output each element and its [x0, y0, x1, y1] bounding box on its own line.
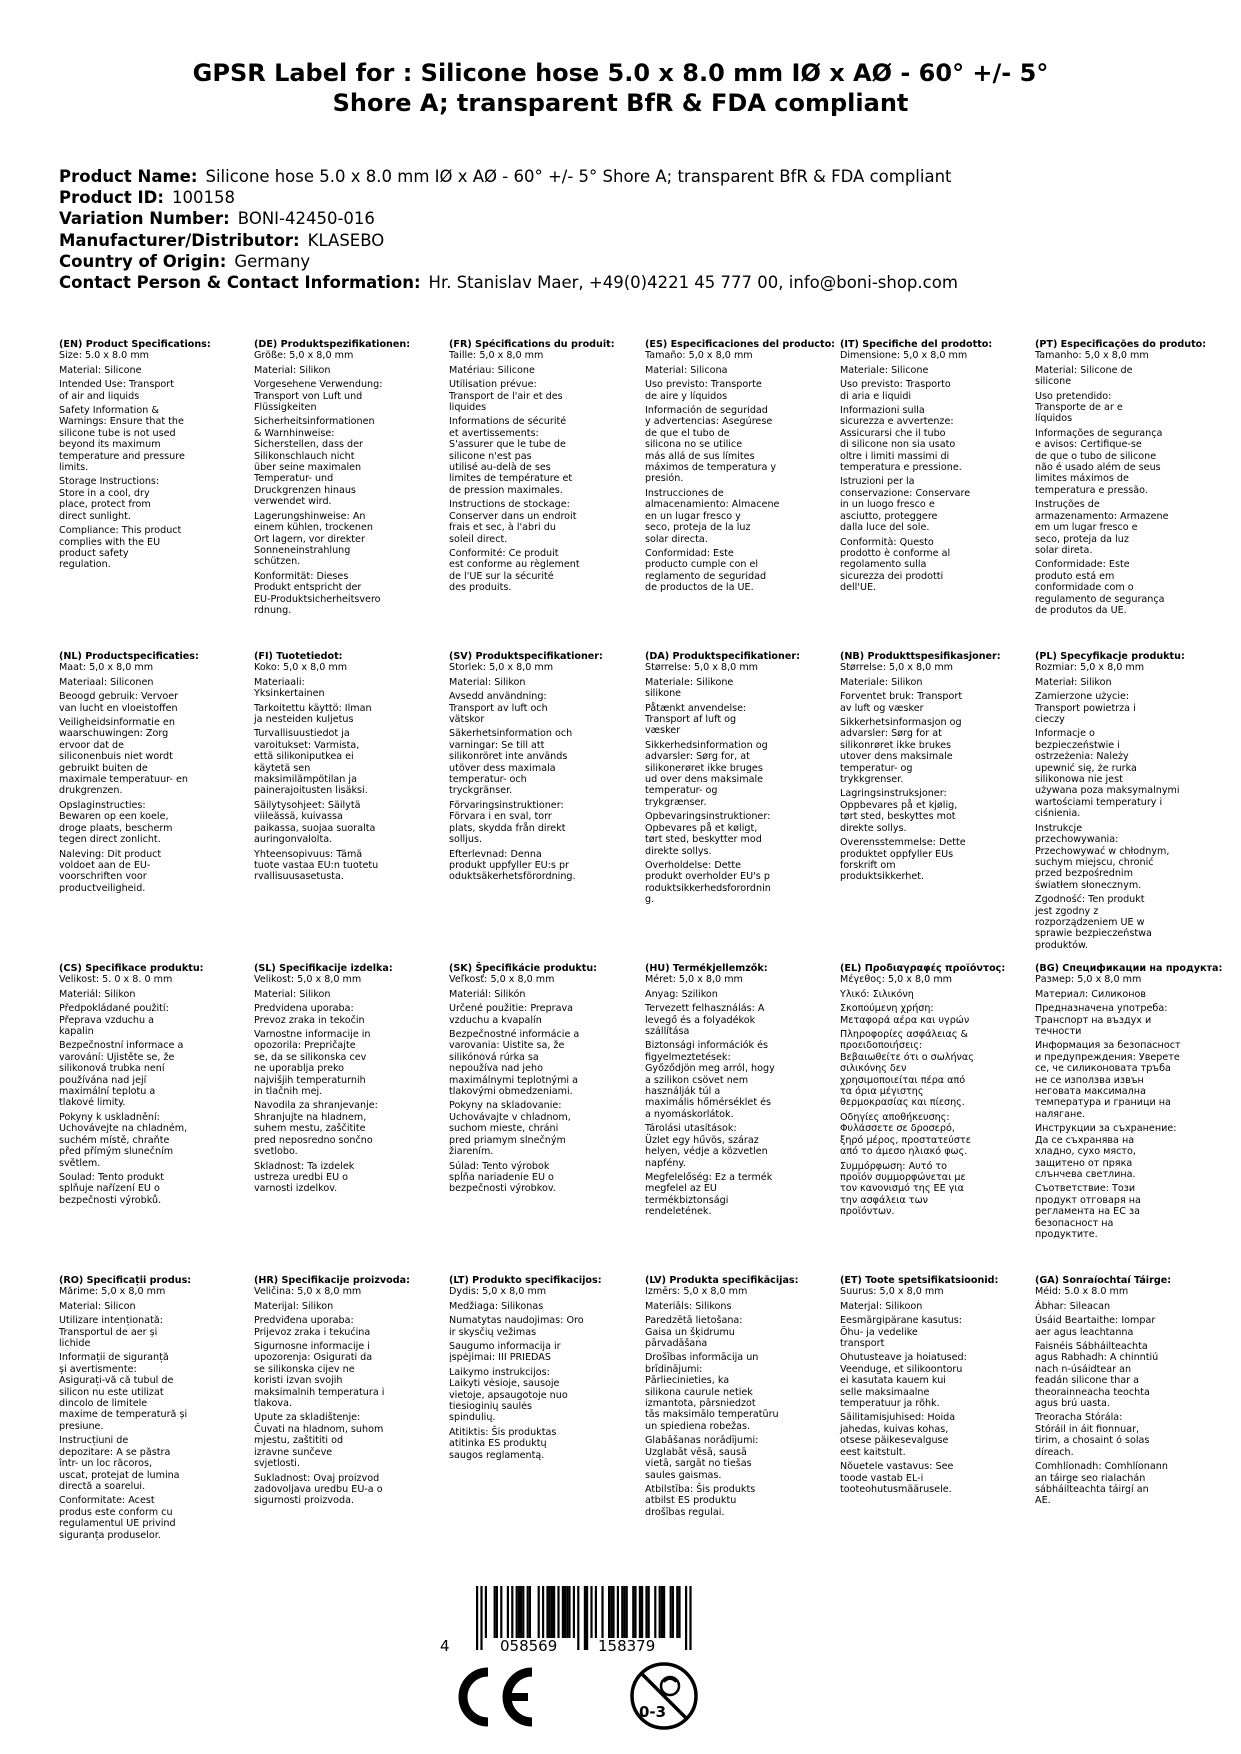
barcode-bar — [645, 1586, 647, 1638]
spec-paragraph: Varnostne informacije in opozorila: Prepričajte se, da se silikonska cev ne uporablja preko najvišjih temperaturnih in tlačnih mej. — [254, 1029, 371, 1098]
spec-paragraph: Eesmärgipärane kasutus: Õhu- ja vedelike transport — [840, 1315, 962, 1350]
spec-paragraph: Συμμόρφωση: Αυτό το προϊόν συμμορφώνεται με τον κανονισμό της ΕΕ για την ασφάλεια των προϊόντων. — [840, 1160, 966, 1218]
spec-paragraph: Mărime: 5,0 x 8,0 mm — [59, 1286, 166, 1298]
spec-paragraph: Información de seguridad y advertencias: Asegúrese de que el tubo de silicona no se utilice más allá de sus límites máximos de temperatura y presión. — [645, 405, 777, 485]
barcode-bar — [522, 1586, 524, 1638]
barcode-bar — [566, 1586, 568, 1638]
barcode-bar — [654, 1586, 656, 1638]
info-value: 100158 — [171, 188, 235, 208]
barcode-bar — [612, 1586, 614, 1638]
spec-block — [840, 963, 1030, 1221]
spec-paragraph: Izmērs: 5,0 x 8,0 mm — [645, 1286, 748, 1298]
spec-heading: (DA) Produktspecifikationer: — [645, 651, 800, 662]
barcode-group-right: 158379 — [598, 1637, 656, 1655]
spec-paragraph: Информация за безопасност и предупреждения: Уверете се, че силиконовата тръба не се използва извън неговата максимална температура и граници на налягане. — [1035, 1040, 1181, 1120]
spec-heading: (NL) Productspecificaties: — [59, 651, 199, 662]
info-value: BONI-42450-016 — [237, 209, 375, 229]
spec-heading: (FR) Spécifications du produit: — [449, 339, 615, 350]
barcode-bar — [601, 1586, 603, 1638]
spec-paragraph: Materiaali: Yksinkertainen — [254, 676, 325, 700]
spec-paragraph: Dydis: 5,0 x 8,0 mm — [449, 1286, 547, 1298]
spec-paragraph: Sukladnost: Ovaj proizvod zadovoljava uredbu EU-a o sigurnosti proizvoda. — [254, 1472, 383, 1507]
spec-paragraph: Uso previsto: Transporte de aire y líquidos — [645, 379, 762, 402]
spec-paragraph: Avsedd användning: Transport av luft och vätskor — [449, 691, 548, 726]
spec-block — [449, 1275, 639, 1464]
spec-paragraph: Material: Silikon — [254, 364, 331, 376]
barcode-bar — [632, 1586, 634, 1638]
info-label: Contact Person & Contact Information: — [59, 273, 421, 293]
barcode-bar — [527, 1586, 529, 1638]
spec-heading: (CS) Specifikace produktu: — [59, 963, 204, 974]
info-row — [59, 230, 1199, 251]
info-value: Hr. Stanislav Maer, +49(0)4221 45 777 00, info@boni-shop.com — [428, 273, 958, 293]
info-row — [59, 187, 1199, 208]
spec-paragraph: Drošības informācija un brīdinājumi: Pārliecinieties, ka silikona caurule netiek izmantota, pārsniedzot tās maksimālo temperatūru un spiediena robežas. — [645, 1352, 779, 1432]
spec-paragraph: Размер: 5,0 x 8,0 mm — [1035, 974, 1142, 986]
spec-paragraph: Materiale: Silicone — [840, 364, 929, 376]
spec-paragraph: Atitiktis: Šis produktas atitinka ES produktų saugos reglamentą. — [449, 1426, 557, 1461]
spec-paragraph: Material: Silicon — [59, 1300, 136, 1312]
barcode-bar — [496, 1586, 498, 1638]
spec-paragraph: Υλικό: Σιλικόνη — [840, 988, 914, 1000]
spec-paragraph: Medžiaga: Silikonas — [449, 1300, 544, 1312]
barcode-bar — [663, 1586, 665, 1638]
spec-paragraph: Tamanho: 5,0 x 8,0 mm — [1035, 350, 1149, 362]
spec-paragraph: Ábhar: Sileacan — [1035, 1300, 1111, 1312]
page-title — [100, 58, 1141, 118]
spec-paragraph: Sikkerhedsinformation og advarsler: Sørg for, at silikonerøret ikke bruges ud over dens maksimale temperatur- og trykgrænser. — [645, 739, 768, 808]
barcode-bar — [672, 1586, 674, 1638]
info-row — [59, 208, 1199, 229]
spec-heading: (PT) Especificações do produto: — [1035, 339, 1207, 350]
spec-paragraph: Velikost: 5. 0 x 8. 0 mm — [59, 974, 173, 986]
barcode-bar — [626, 1586, 628, 1638]
spec-paragraph: Dimensione: 5,0 x 8,0 mm — [840, 350, 968, 362]
spec-paragraph: Anyag: Szilikon — [645, 988, 718, 1000]
spec-paragraph: Navodila za shranjevanje: Shranjujte na hladnem, suhem mestu, zaščitite pred neposredno sončno svetlobo. — [254, 1100, 378, 1158]
spec-paragraph: Informations de sécurité et avertissements: S'assurer que le tube de silicone n'est pas utilisé au-delà de ses limites de température et de pression maximales. — [449, 416, 573, 496]
spec-paragraph: Rozmiar: 5,0 x 8,0 mm — [1035, 662, 1145, 674]
barcode-bar — [562, 1586, 564, 1638]
spec-paragraph: Sikkerhetsinformasjon og advarsler: Sørg for at silikonrøret ikke brukes utover dens maksimale temperatur- og trykkgrenser. — [840, 717, 962, 786]
spec-paragraph: Säkerhetsinformation och varningar: Se till att silikonröret inte används utöver dess maximala temperatur- och tryckgränser. — [449, 728, 573, 797]
barcode-bar — [590, 1586, 592, 1638]
barcode-bar — [617, 1586, 619, 1638]
spec-paragraph: Konformität: Dieses Produkt entspricht der EU-Produktsicherheitsvero rdnung. — [254, 570, 381, 616]
spec-heading: (GA) Sonraíochtaí Táirge: — [1035, 1275, 1172, 1286]
spec-heading: (PL) Specyfikacje produktu: — [1035, 651, 1185, 662]
spec-paragraph: Größe: 5,0 x 8,0 mm — [254, 350, 354, 362]
title-line-2: Shore A; transparent BfR & FDA compliant — [332, 89, 909, 117]
spec-block — [449, 651, 639, 886]
spec-paragraph: Úsáid Beartaithe: Iompar aer agus leachtanna — [1035, 1315, 1156, 1338]
spec-paragraph: Uso previsto: Trasporto di aria e liquidi — [840, 379, 951, 402]
spec-paragraph: Предназначена употреба: Транспорт на въздух и течности — [1035, 1003, 1168, 1038]
barcode-bar — [573, 1586, 575, 1638]
spec-paragraph: Veličina: 5,0 x 8,0 mm — [254, 1286, 362, 1298]
spec-paragraph: Förvaringsinstruktioner: Förvara i en sval, torr plats, skydda från direkt solljus. — [449, 799, 566, 846]
spec-band — [59, 1275, 1209, 1587]
spec-paragraph: Материал: Силиконов — [1035, 988, 1147, 1000]
spec-paragraph: Skladnost: Ta izdelek ustreza uredbi EU o varnosti izdelkov. — [254, 1160, 355, 1195]
spec-paragraph: Materiaal: Siliconen — [59, 676, 154, 688]
barcode-bar — [676, 1586, 678, 1638]
spec-paragraph: Bezpečnostní informace a varování: Ujistěte se, že silikonová trubka není používána nad její maximální teplotu a tlakové limity. — [59, 1040, 184, 1109]
barcode-bar — [586, 1586, 588, 1650]
spec-paragraph: Zgodność: Ten produkt jest zgodny z rozporządzeniem UE w sprawie bezpieczeństwa produktów. — [1035, 894, 1152, 951]
barcode-bar — [546, 1586, 548, 1638]
spec-block — [254, 339, 444, 619]
spec-heading: (EN) Product Specifications: — [59, 339, 211, 350]
spec-paragraph: Storlek: 5,0 x 8,0 mm — [449, 662, 554, 674]
age-warning-icon — [628, 1660, 700, 1732]
spec-paragraph: Určené použitie: Preprava vzduchu a kvapalín — [449, 1003, 574, 1026]
barcode-bar — [529, 1586, 531, 1638]
spec-paragraph: Maat: 5,0 x 8,0 mm — [59, 662, 154, 674]
info-row — [59, 272, 1199, 293]
spec-paragraph: Matériau: Silicone — [449, 364, 535, 376]
spec-paragraph: Méid: 5.0 x 8.0 mm — [1035, 1286, 1129, 1298]
spec-paragraph: Overensstemmelse: Dette produktet oppfyller EUs forskrift om produktsikkerhet. — [840, 837, 966, 883]
spec-paragraph: Opbevaringsinstruktioner: Opbevares på et køligt, tørt sted, beskytter mod direkte sollys. — [645, 811, 771, 857]
barcode-bar — [549, 1586, 551, 1638]
spec-paragraph: Material: Silicone — [59, 364, 142, 376]
spec-paragraph: Lagringsinstruksjoner: Oppbevares på et kjølig, tørt sted, beskyttes mot direkte sollys. — [840, 788, 958, 834]
spec-paragraph: Biztonsági információk és figyelmeztetések: Győződjön meg arról, hogy a szilikon csövet nem használják túl a maximális hőmérséklet és a nyomáskorlátok. — [645, 1040, 775, 1120]
info-label: Product ID: — [59, 188, 164, 208]
spec-paragraph: Velikost: 5,0 x 8,0 mm — [254, 974, 362, 986]
spec-paragraph: Megfelelőség: Ez a termék megfelel az EU termékbiztonsági rendeletének. — [645, 1171, 773, 1218]
spec-paragraph: Materiál: Silikón — [449, 988, 526, 1000]
spec-paragraph: Vorgesehene Verwendung: Transport von Luft und Flüssigkeiten — [254, 379, 383, 414]
info-value: Silicone hose 5.0 x 8.0 mm IØ x AØ - 60° +/- 5° Shore A; transparent BfR & FDA compliant — [205, 167, 952, 186]
barcode-bar — [494, 1586, 496, 1638]
barcode-group-left: 058569 — [500, 1637, 558, 1655]
spec-paragraph: Säilytysohjeet: Säilytä viileässä, kuivassa paikassa, suojaa suoralta auringonvalolta. — [254, 799, 376, 846]
spec-paragraph: Taille: 5,0 x 8,0 mm — [449, 350, 544, 362]
barcode-bar — [507, 1586, 509, 1638]
spec-block — [1035, 1275, 1225, 1510]
barcode-bar — [685, 1586, 687, 1650]
info-row — [59, 251, 1199, 272]
spec-paragraph: Méret: 5,0 x 8,0 mm — [645, 974, 743, 986]
spec-block — [1035, 963, 1225, 1243]
spec-block — [254, 651, 444, 886]
info-value: KLASEBO — [307, 230, 385, 250]
spec-paragraph: Conformità: Questo prodotto è conforme al regolamento sulla sicurezza dei prodotti dell'UE. — [840, 536, 951, 594]
spec-paragraph: Materiāls: Silikons — [645, 1300, 732, 1312]
spec-paragraph: Upute za skladištenje: Čuvati na hladnom, suhom mjestu, zaštititi od izravne sunčeve svjetlosti. — [254, 1412, 384, 1470]
spec-heading: (EL) Προδιαγραφές προϊόντος: — [840, 963, 1006, 974]
spec-paragraph: Comhlíonadh: Comhlíonann an táirge seo rialachán sábháilteachta táirgí an AE. — [1035, 1461, 1168, 1507]
spec-paragraph: Conformité: Ce produit est conforme au règlement de l'UE sur la sécurité des produits. — [449, 547, 580, 594]
info-label: Manufacturer/Distributor: — [59, 230, 300, 250]
spec-block — [1035, 651, 1225, 954]
spec-heading: (HR) Specifikacije proizvoda: — [254, 1275, 410, 1286]
spec-band — [59, 963, 1223, 1275]
spec-paragraph: Predvidena uporaba: Prevoz zraka in tekočin — [254, 1003, 365, 1026]
spec-heading: (LT) Produkto specifikacijos: — [449, 1275, 602, 1286]
spec-block — [645, 651, 835, 909]
barcode-bar — [551, 1586, 553, 1638]
spec-paragraph: Numatytas naudojimas: Oro ir skysčių vežimas — [449, 1315, 584, 1338]
spec-paragraph: Veiligheidsinformatie en waarschuwingen: Zorg ervoor dat de siliconenbuis niet wordt gebruikt buiten de maximale temperatuur- en drukgrenzen. — [59, 717, 188, 797]
spec-heading: (SL) Specifikacije izdelka: — [254, 963, 393, 974]
barcode-bar — [648, 1586, 650, 1638]
barcode-bar — [595, 1586, 597, 1638]
spec-paragraph: Instrukcje przechowywania: Przechowywać w chłodnym, suchym miejscu, chronić przed bezpośrednim światłem słonecznym. — [1035, 822, 1170, 891]
spec-paragraph: Informazioni sulla sicurezza e avvertenze: Assicurarsi che il tubo di silicone non sia usato oltre i limiti massimi di temperatura e pressione. — [840, 405, 962, 474]
spec-paragraph: Sigurnosne informacije i upozorenja: Osigurati da se silikonska cijev ne koristi izvan svojih maksimalnih temperatura i tlakova. — [254, 1341, 385, 1410]
spec-block — [449, 963, 639, 1198]
spec-paragraph: Beoogd gebruik: Vervoer van lucht en vloeistoffen — [59, 691, 179, 714]
spec-heading: (IT) Specifiche del prodotto: — [840, 339, 993, 350]
spec-paragraph: Naleving: Dit product voldoet aan de EU- voorschriften voor productveiligheid. — [59, 848, 162, 894]
spec-paragraph: Laikymo instrukcijos: Laikyti vėsioje, sausoje vietoje, apsaugotoje nuo tiesioginių saulės spindulių. — [449, 1366, 568, 1424]
spec-paragraph: Instrucciones de almacenamiento: Almacene en un lugar fresco y seco, proteja de la luz solar directa. — [645, 487, 780, 545]
spec-paragraph: Yhteensopivuus: Tämä tuote vastaa EU:n tuotetu rvallisuusasetusta. — [254, 848, 379, 883]
spec-block — [59, 1275, 249, 1544]
spec-paragraph: Съответствие: Този продукт отговаря на регламента на ЕС за безопасност на продуктите. — [1035, 1183, 1141, 1240]
spec-paragraph: Tárolási utasítások: Üzlet egy hűvös, száraz helyen, védje a közvetlen napfény. — [645, 1123, 768, 1169]
spec-paragraph: Veľkosť: 5,0 x 8,0 mm — [449, 974, 555, 986]
barcode-bar — [500, 1586, 502, 1638]
spec-paragraph: Materijal: Silikon — [254, 1300, 334, 1312]
spec-paragraph: Ohutusteave ja hoiatused: Veenduge, et silikoontoru ei kasutata kauem kui selle maksimaalne temperatuur ja rõhk. — [840, 1352, 967, 1410]
spec-block — [59, 651, 249, 897]
spec-paragraph: Tamaño: 5,0 x 8,0 mm — [645, 350, 753, 362]
spec-paragraph: Informații de siguranță și avertismente: Asigurați-vă că tubul de silicon nu este utilizat dincolo de limitele maxime de temperatură și presiune. — [59, 1352, 188, 1432]
barcode-bar — [538, 1586, 540, 1638]
info-label: Country of Origin: — [59, 251, 227, 271]
spec-paragraph: Súlad: Tento výrobok spĺňa nariadenie EU o bezpečnosti výrobkov. — [449, 1160, 556, 1195]
spec-block — [59, 339, 249, 574]
spec-paragraph: Påtænkt anvendelse: Transport af luft og væsker — [645, 702, 747, 737]
spec-paragraph: Istruzioni per la conservazione: Conservare in un luogo fresco e asciutto, proteggere dalla luce del sole. — [840, 476, 971, 534]
spec-block — [449, 339, 639, 597]
spec-paragraph: Forventet bruk: Transport av luft og væsker — [840, 691, 963, 714]
title-line-1: GPSR Label for : Silicone hose 5.0 x 8.0 mm IØ x AØ - 60° +/- 5° — [192, 59, 1049, 87]
spec-paragraph: Utilizare intenționată: Transportul de aer și lichide — [59, 1315, 163, 1350]
barcode-bar — [678, 1586, 680, 1638]
spec-paragraph: Σκοπούμενη χρήση: Μεταφορά αέρα και υγρών — [840, 1003, 970, 1026]
spec-paragraph: Predviđena uporaba: Prijevoz zraka i tekućina — [254, 1315, 371, 1338]
spec-block — [59, 963, 249, 1209]
spec-paragraph: Compliance: This product complies with the EU product safety regulation. — [59, 525, 182, 571]
spec-paragraph: Size: 5.0 x 8.0 mm — [59, 350, 150, 362]
barcode-bar — [641, 1586, 643, 1638]
spec-paragraph: Turvallisuustiedot ja varoitukset: Varmista, että silikoniputkea ei käytetä sen maksimilämpötilan ja painerajoitusten lisäksi. — [254, 728, 368, 797]
spec-paragraph: Faisnéis Sábháilteachta agus Rabhadh: A chinntiú nach n-úsáidtear an feadán silicone thar a theorainneacha teochta agus brú uasta. — [1035, 1341, 1159, 1410]
spec-paragraph: Material: Silicona — [645, 364, 728, 376]
spec-heading: (DE) Produktspezifikationen: — [254, 339, 411, 350]
spec-block — [1035, 339, 1225, 619]
spec-block — [645, 339, 835, 597]
barcode-bar — [564, 1586, 566, 1638]
barcode-bar — [608, 1586, 610, 1638]
spec-paragraph: Størrelse: 5,0 x 8,0 mm — [645, 662, 759, 674]
spec-paragraph: Μέγεθος: 5,0 x 8,0 mm — [840, 974, 953, 986]
info-label: Variation Number: — [59, 209, 230, 229]
spec-block — [645, 963, 835, 1221]
spec-paragraph: Informacje o bezpieczeństwie i ostrzeżenia: Należy upewnić się, że rurka silikonowa nie jest używana poza maksymalnymi wartościami temperatury i ciśnienia. — [1035, 728, 1180, 820]
barcode-bar — [623, 1586, 625, 1638]
spec-paragraph: Conformidade: Este produto está em conformidade com o regulamento de segurança de produtos da UE. — [1035, 559, 1165, 616]
spec-band — [59, 651, 1209, 963]
barcode-bar — [639, 1586, 641, 1638]
spec-paragraph: Předpokládané použití: Přeprava vzduchu a kapalin — [59, 1003, 169, 1038]
spec-paragraph: Material: Silicone de silicone — [1035, 364, 1133, 388]
barcode-bar — [584, 1586, 586, 1650]
spec-paragraph: Zamierzone użycie: Transport powietrza i cieczy — [1035, 691, 1136, 726]
barcode-digit-first: 4 — [440, 1637, 450, 1655]
spec-paragraph: Οδηγίες αποθήκευσης: Φυλάσσετε σε δροσερό, ξηρό μέρος, προστατεύστε από το άμεσο ηλιακό φως. — [840, 1111, 971, 1158]
spec-paragraph: Treoracha Stórála: Stóráil in áit fionnuar, tirim, a chosaint ó solas díreach. — [1035, 1412, 1150, 1458]
spec-paragraph: Suurus: 5,0 x 8,0 mm — [840, 1286, 944, 1298]
spec-paragraph: Instrucțiuni de depozitare: A se păstra într- un loc răcoros, uscat, protejat de lumina directă a soarelui. — [59, 1435, 180, 1492]
barcode-bar — [476, 1586, 478, 1650]
spec-paragraph: Conformitate: Acest produs este conform cu regulamentul UE privind siguranța produselor. — [59, 1495, 176, 1541]
spec-block — [254, 963, 444, 1198]
spec-block — [254, 1275, 444, 1510]
spec-heading: (NB) Produkttspesifikasjoner: — [840, 651, 1001, 662]
spec-paragraph: Materiał: Silikon — [1035, 676, 1112, 688]
barcode-bar — [621, 1586, 623, 1638]
barcode-bar — [670, 1586, 672, 1638]
spec-block — [840, 339, 1030, 597]
spec-paragraph: Instruções de armazenamento: Armazene em um lugar fresco e seco, proteja da luz solar direta. — [1035, 499, 1169, 556]
spec-paragraph: Pokyny k uskladnění: Uchovávejte na chladném, suchém místě, chraňte před přímým slunečním světlem. — [59, 1111, 188, 1169]
spec-heading: (ET) Toote spetsifikatsioonid: — [840, 1275, 999, 1286]
spec-paragraph: Intended Use: Transport of air and liquids — [59, 379, 175, 402]
spec-paragraph: Инструкции за съхранение: Да се съхранява на хладно, сухо място, защитено от пряка слънчева светлина. — [1035, 1123, 1177, 1180]
spec-paragraph: Materjal: Silikoon — [840, 1300, 923, 1312]
barcode-bar — [659, 1586, 661, 1638]
spec-paragraph: Safety Information & Warnings: Ensure that the silicone tube is not used beyond its maximum temperature and pressure limits. — [59, 405, 185, 474]
barcode-bar — [689, 1586, 691, 1650]
spec-paragraph: Efterlevnad: Denna produkt uppfyller EU:s pr oduktsäkerhetsförordning. — [449, 848, 576, 883]
barcode-bar — [610, 1586, 612, 1638]
spec-paragraph: Opslaginstructies: Bewaren op een koele, droge plaats, bescherm tegen direct zonlicht. — [59, 799, 173, 846]
spec-heading: (SK) Špecifikácie produktu: — [449, 963, 598, 974]
info-label: Product Name: — [59, 167, 198, 186]
barcode-bar — [661, 1586, 663, 1638]
specifications-grid — [59, 339, 1223, 1587]
spec-paragraph: Overholdelse: Dette produkt overholder EU's p roduktsikkerhedsforordnin g. — [645, 859, 771, 906]
spec-block — [840, 651, 1030, 886]
spec-heading: (ES) Especificaciones del producto: — [645, 339, 836, 350]
ce-mark-icon — [452, 1666, 538, 1728]
product-info — [59, 166, 1199, 293]
spec-paragraph: Tervezett felhasználás: A levegő és a folyadékok szállítása — [645, 1003, 765, 1038]
spec-paragraph: Uso pretendido: Transporte de ar e líquidos — [1035, 390, 1123, 425]
spec-paragraph: Conformidad: Este producto cumple con el reglamento de seguridad de productos de la UE. — [645, 547, 767, 594]
spec-paragraph: Instructions de stockage: Conserver dans un endroit frais et sec, à l'abri du soleil direct. — [449, 499, 577, 545]
barcode-bar — [518, 1586, 520, 1638]
spec-paragraph: Soulad: Tento produkt splňuje nařízení EU o bezpečnosti výrobků. — [59, 1171, 165, 1206]
spec-paragraph: Materiale: Silikone silikone — [645, 676, 734, 700]
barcode-bar — [516, 1586, 518, 1638]
spec-heading: (FI) Tuotetiedot: — [254, 651, 343, 662]
age-warning-text: 0-3 — [639, 1703, 667, 1721]
barcode-bar — [485, 1586, 487, 1638]
spec-paragraph: Utilisation prévue: Transport de l'air et des liquides — [449, 379, 563, 414]
barcode-bar — [542, 1586, 544, 1638]
spec-paragraph: Material: Silikon — [449, 676, 526, 688]
spec-paragraph: Storage Instructions: Store in a cool, dry place, protect from direct sunlight. — [59, 476, 160, 522]
spec-block — [645, 1275, 835, 1521]
info-row — [59, 166, 1199, 187]
spec-band — [59, 339, 1209, 651]
barcode-bar — [520, 1586, 522, 1638]
spec-block — [840, 1275, 1030, 1498]
info-value: Germany — [234, 251, 311, 271]
barcode-bar — [557, 1586, 559, 1638]
spec-paragraph: Säilitamisjuhised: Hoida jahedas, kuivas kohas, otsese päikesevalguse eest kaitstult. — [840, 1412, 956, 1458]
spec-heading: (BG) Спецификации на продукта: — [1035, 963, 1223, 974]
spec-paragraph: Πληροφορίες ασφάλειας & προειδοποιήσεις: Βεβαιωθείτε ότι ο σωλήνας σιλικόνης δεν χρησιμοποιείται πέρα από τα όρια μέγιστης θερμοκρασίας και πίεσης. — [840, 1029, 974, 1109]
spec-paragraph: Paredzētā lietošana: Gaisa un šķidrumu pārvadāšana — [645, 1315, 743, 1350]
barcode-bar — [568, 1586, 570, 1638]
spec-paragraph: Pokyny na skladovanie: Uchovávajte v chladnom, suchom mieste, chráni pred priamym slnečným žiarením. — [449, 1100, 571, 1158]
barcode-bar — [480, 1586, 482, 1650]
spec-paragraph: Nõuetele vastavus: See toode vastab EL-i tooteohutusmäärusele. — [840, 1461, 954, 1495]
spec-paragraph: Atbilstība: Šis produkts atbilst ES produktu drošības regulai. — [645, 1483, 756, 1518]
barcode-bar — [634, 1586, 636, 1638]
barcode-bar — [577, 1586, 579, 1650]
spec-paragraph: Størrelse: 5,0 x 8,0 mm — [840, 662, 954, 674]
spec-paragraph: Material: Silikon — [254, 988, 331, 1000]
barcode-bar — [511, 1586, 513, 1638]
barcode-bar — [553, 1586, 555, 1638]
spec-heading: (SV) Produktspecifikationer: — [449, 651, 603, 662]
spec-paragraph: Sicherheitsinformationen & Warnhinweise: Sicherstellen, dass der Silikonschlauch nicht über seine maximalen Temperatur- und Druckgrenzen hinaus verwendet wird. — [254, 416, 375, 508]
ean-barcode — [440, 1586, 752, 1656]
spec-paragraph: Materiale: Silikon — [840, 676, 923, 688]
spec-paragraph: Materiál: Silikon — [59, 988, 136, 1000]
spec-paragraph: Informações de segurança e avisos: Certifique-se de que o tubo de silicone não é usado além de seus limites máximos de temperatura e pressão. — [1035, 427, 1163, 496]
spec-paragraph: Saugumo informacija ir įspėjimai: III PRIEDAS — [449, 1341, 561, 1364]
spec-paragraph: Koko: 5,0 x 8,0 mm — [254, 662, 348, 674]
spec-paragraph: Glabāšanas norādījumi: Uzglabāt vēsā, sausā vietā, sargāt no tiešas saules gaismas. — [645, 1435, 759, 1481]
spec-paragraph: Tarkoitettu käyttö: Ilman ja nesteiden kuljetus — [254, 702, 372, 726]
spec-paragraph: Lagerungshinweise: An einem kühlen, trockenen Ort lagern, vor direkter Sonneneinstrahlung schützen. — [254, 510, 373, 568]
spec-heading: (HU) Termékjellemzők: — [645, 963, 768, 974]
spec-heading: (RO) Specificații produs: — [59, 1275, 192, 1286]
spec-paragraph: Bezpečnostné informácie a varovania: Uistite sa, že silikónová rúrka sa nepoužíva nad jeho maximálnymi teplotnými a tlakovými obmedzeniami. — [449, 1029, 580, 1098]
spec-heading: (LV) Produkta specifikācijas: — [645, 1275, 799, 1286]
